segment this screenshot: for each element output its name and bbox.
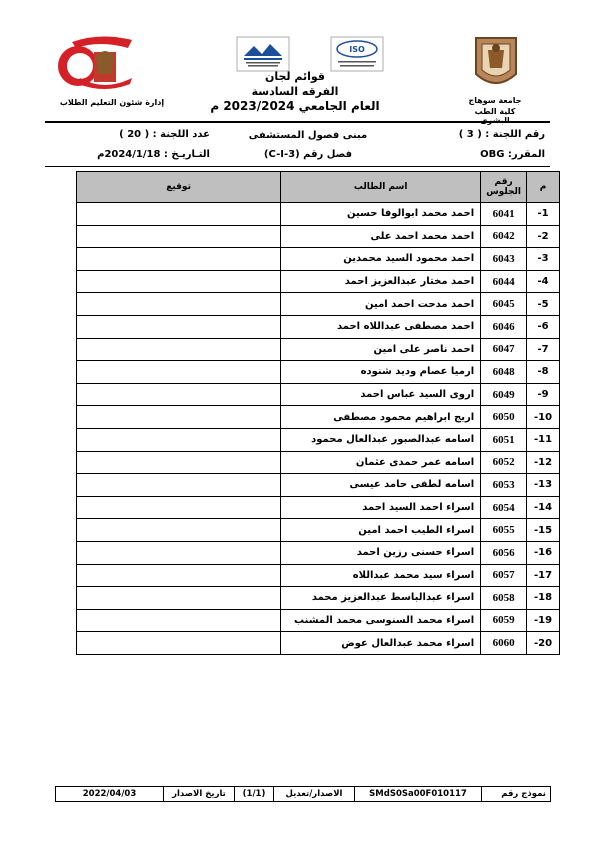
form-number-label: نموذج رقم <box>481 787 550 801</box>
seat-number: 6057 <box>481 564 527 587</box>
student-name: اسراء محمد السنوسى محمد المشنب <box>281 609 481 632</box>
student-name: اريج ابراهيم محمود مصطفى <box>281 406 481 429</box>
seat-number: 6055 <box>481 519 527 542</box>
seat-number: 6044 <box>481 270 527 293</box>
table-row <box>77 203 560 226</box>
signature-cell <box>77 632 281 655</box>
table-row <box>77 609 560 632</box>
col-header-name: اسم الطالب <box>281 172 481 203</box>
department-name: إدارة شئون التعليم الطلاب <box>59 98 165 107</box>
signature-cell <box>77 361 281 384</box>
edition-value: (1/1) <box>234 787 273 801</box>
seat-number: 6049 <box>481 383 527 406</box>
row-number: -1 <box>527 203 560 226</box>
table-row <box>77 361 560 384</box>
row-number: -9 <box>527 383 560 406</box>
seat-number: 6047 <box>481 338 527 361</box>
student-name: احمد ناصر على امين <box>281 338 481 361</box>
signature-cell <box>77 406 281 429</box>
student-name: اسراء عبدالباسط عبدالعزيز محمد <box>281 587 481 610</box>
col-header-signature: توقيع <box>77 172 281 203</box>
committee-number: رقم اللجنة : ( 3 ) <box>458 129 545 140</box>
student-name: احمد محمود السيد محمدين <box>281 248 481 271</box>
row-number: -5 <box>527 293 560 316</box>
table-row <box>77 315 560 338</box>
table-row <box>77 338 560 361</box>
student-name: اسراء الطيب احمد امين <box>281 519 481 542</box>
signature-cell <box>77 203 281 226</box>
title-committee-lists: قوائم لجان <box>264 70 326 83</box>
signature-cell <box>77 587 281 610</box>
row-number: -18 <box>527 587 560 610</box>
svg-text:ISO: ISO <box>349 45 365 54</box>
faculty-of-medicine-logo <box>50 34 150 90</box>
col-header-seat: رقم الجلوس <box>481 172 527 203</box>
student-name: اسامه لطفى حامد عيسى <box>281 474 481 497</box>
table-row <box>77 451 560 474</box>
course-label: المقرر: OBG <box>480 149 545 160</box>
seat-number: 6042 <box>481 225 527 248</box>
seat-number: 6051 <box>481 428 527 451</box>
iso-certification-logo <box>330 36 384 72</box>
signature-cell <box>77 474 281 497</box>
seat-number: 6060 <box>481 632 527 655</box>
table-row <box>77 519 560 542</box>
table-row <box>77 406 560 429</box>
signature-cell <box>77 270 281 293</box>
signature-cell <box>77 383 281 406</box>
table-row <box>77 587 560 610</box>
signature-cell <box>77 338 281 361</box>
row-number: -16 <box>527 541 560 564</box>
faculty-name: كلية الطب البشرى <box>474 107 516 125</box>
signature-cell <box>77 564 281 587</box>
student-name: اسراء سيد محمد عبداللاه <box>281 564 481 587</box>
meta-divider <box>45 166 550 167</box>
table-row <box>77 225 560 248</box>
exam-date: التـاريـخ : 2024/1/18م <box>97 149 210 160</box>
building-name: مبنى فصول المستشفى <box>248 130 368 141</box>
title-year-level: الفرقه السادسة <box>251 85 339 98</box>
row-number: -4 <box>527 270 560 293</box>
table-row <box>77 248 560 271</box>
student-name: احمد محمد ابوالوفا حسين <box>281 203 481 226</box>
committee-count: عدد اللجنة : ( 20 ) <box>119 129 210 140</box>
seat-number: 6058 <box>481 587 527 610</box>
student-name: اسامه عمر حمدى عثمان <box>281 451 481 474</box>
student-name: احمد مصطفى عبداللاه احمد <box>281 315 481 338</box>
accreditation-logo <box>236 36 290 72</box>
signature-cell <box>77 609 281 632</box>
student-name: ارميا عصام وديد شنوده <box>281 361 481 384</box>
classroom-number: فصل رقم (C-I-3) <box>263 149 353 160</box>
row-number: -19 <box>527 609 560 632</box>
table-row <box>77 541 560 564</box>
seat-number: 6050 <box>481 406 527 429</box>
signature-cell <box>77 519 281 542</box>
student-name: اروى السيد عباس احمد <box>281 383 481 406</box>
row-number: -13 <box>527 474 560 497</box>
seat-number: 6053 <box>481 474 527 497</box>
sohag-university-logo <box>468 34 524 94</box>
seat-number: 6059 <box>481 609 527 632</box>
issue-date-label: تاريخ الاصدار <box>163 787 234 801</box>
row-number: -8 <box>527 361 560 384</box>
signature-cell <box>77 225 281 248</box>
student-name: اسامه عبدالصبور عبدالعال محمود <box>281 428 481 451</box>
seat-number: 6052 <box>481 451 527 474</box>
seat-number: 6056 <box>481 541 527 564</box>
table-row <box>77 632 560 655</box>
table-row <box>77 474 560 497</box>
student-name: اسراء محمد عبدالعال عوض <box>281 632 481 655</box>
seat-number: 6054 <box>481 496 527 519</box>
student-name: احمد محمد احمد على <box>281 225 481 248</box>
signature-cell <box>77 315 281 338</box>
row-number: -3 <box>527 248 560 271</box>
student-name: احمد مدحت احمد امين <box>281 293 481 316</box>
seat-number: 6043 <box>481 248 527 271</box>
student-name: اسراء حسنى رزين احمد <box>281 541 481 564</box>
table-row <box>77 496 560 519</box>
issue-date: 2022/04/03 <box>82 789 137 799</box>
seat-number: 6046 <box>481 315 527 338</box>
seat-number: 6041 <box>481 203 527 226</box>
document-footer <box>55 786 551 802</box>
row-number: -2 <box>527 225 560 248</box>
title-academic-year: العام الجامعي 2023/2024 م <box>210 99 380 113</box>
signature-cell <box>77 541 281 564</box>
header-divider <box>45 121 550 123</box>
seat-number: 6045 <box>481 293 527 316</box>
signature-cell <box>77 248 281 271</box>
row-number: -10 <box>527 406 560 429</box>
table-row <box>77 428 560 451</box>
university-name: جامعة سوهاج <box>468 96 522 105</box>
row-number: -7 <box>527 338 560 361</box>
signature-cell <box>77 428 281 451</box>
roster-table <box>76 171 560 655</box>
table-row <box>77 564 560 587</box>
table-row <box>77 383 560 406</box>
signature-cell <box>77 451 281 474</box>
signature-cell <box>77 496 281 519</box>
row-number: -14 <box>527 496 560 519</box>
student-name: احمد مختار عبدالعزيز احمد <box>281 270 481 293</box>
col-header-number: م <box>527 172 560 203</box>
table-row <box>77 293 560 316</box>
row-number: -15 <box>527 519 560 542</box>
signature-cell <box>77 293 281 316</box>
row-number: -12 <box>527 451 560 474</box>
row-number: -20 <box>527 632 560 655</box>
row-number: -11 <box>527 428 560 451</box>
seat-number: 6048 <box>481 361 527 384</box>
row-number: -6 <box>527 315 560 338</box>
table-header-row <box>77 172 560 203</box>
table-row <box>77 270 560 293</box>
row-number: -17 <box>527 564 560 587</box>
form-code: SMdS0Sa00F010117 <box>354 787 481 801</box>
student-name: اسراء احمد السيد احمد <box>281 496 481 519</box>
edition-label: الاصدار/تعديل <box>273 787 354 801</box>
